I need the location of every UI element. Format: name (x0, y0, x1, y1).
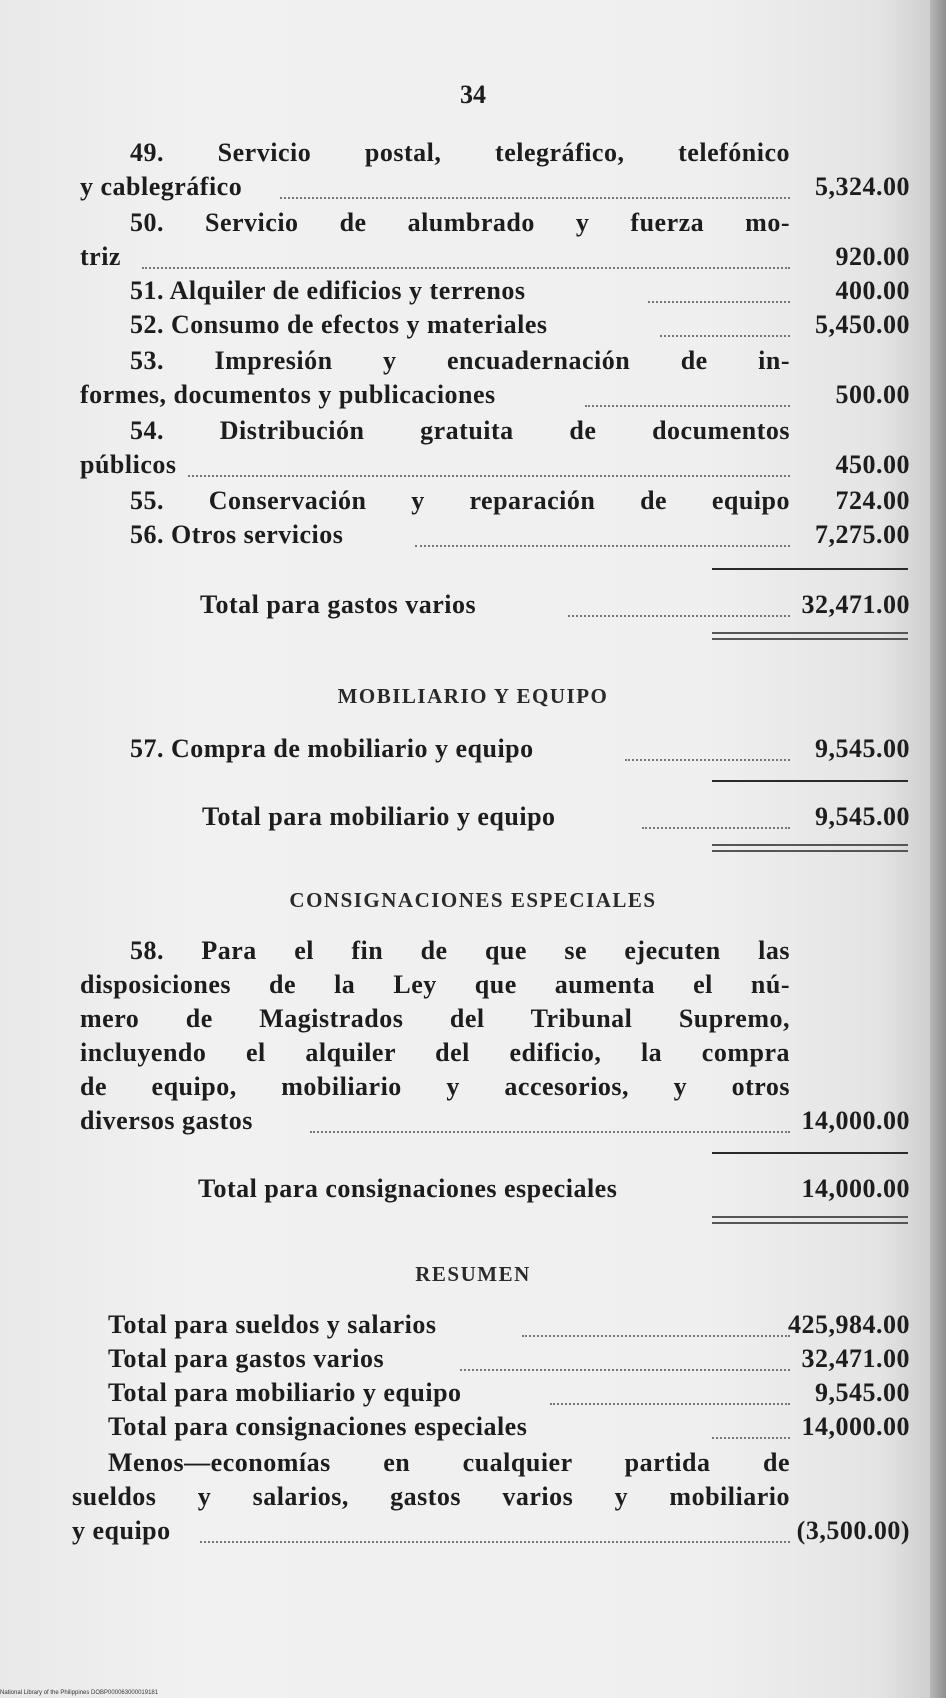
total-gastos-varios-amount: 32,471.00 (801, 590, 910, 619)
resumen-menos-line-2: sueldos y salarios, gastos varios y mobiliario (72, 1482, 790, 1511)
item-55-line: 55. Conservación y reparación de equipo 724.00 (130, 486, 910, 515)
resumen-gastos-amount: 32,471.00 (801, 1344, 910, 1373)
resumen-row-mobiliario: Total para mobiliario y equipo 9,545.00 (108, 1378, 910, 1407)
resumen-row-sueldos: Total para sueldos y salarios 425,984.00 (108, 1310, 910, 1339)
dot-leader (712, 1437, 790, 1439)
resumen-row-consignaciones: Total para consignaciones especiales 14,000.00 (108, 1412, 910, 1441)
section-heading-consignaciones: CONSIGNACIONES ESPECIALES (289, 888, 657, 912)
dot-leader (550, 1403, 790, 1405)
double-rule (712, 632, 908, 640)
book-spine-shadow (930, 0, 946, 1698)
item-58-line-4: incluyendo el alquiler del edificio, la compra (80, 1038, 790, 1067)
dot-leader (310, 1131, 790, 1133)
resumen-consignaciones-amount: 14,000.00 (801, 1412, 910, 1441)
item-49-line-1: 49. Servicio postal, telegráfico, telefónico (130, 138, 790, 167)
item-53-line-1: 53. Impresión y encuadernación de in- (130, 346, 790, 375)
item-52-amount: 5,450.00 (815, 310, 910, 339)
item-51-line: 51. Alquiler de edificios y terrenos 400.00 (130, 276, 910, 305)
total-mobiliario-amount: 9,545.00 (815, 802, 910, 831)
item-55-amount: 724.00 (835, 486, 910, 515)
total-gastos-varios: Total para gastos varios 32,471.00 (200, 590, 910, 619)
item-57-line: 57. Compra de mobiliario y equipo 9,545.00 (130, 734, 910, 763)
resumen-menos-line-1: Menos—economías en cualquier partida de (108, 1448, 790, 1477)
subtotal-rule (712, 780, 908, 782)
item-58-amount: 14,000.00 (801, 1106, 910, 1135)
item-58-line-3: mero de Magistrados del Tribunal Supremo, (80, 1004, 790, 1033)
item-53-amount: 500.00 (835, 380, 910, 409)
section-heading-resumen: RESUMEN (415, 1262, 531, 1286)
item-50-line-1: 50. Servicio de alumbrado y fuerza mo- (130, 208, 790, 237)
dot-leader (188, 475, 790, 477)
subtotal-rule (712, 1152, 908, 1154)
item-54-line-1: 54. Distribución gratuita de documentos (130, 416, 790, 445)
item-54-line-2: públicos 450.00 (80, 450, 910, 479)
dot-leader (460, 1369, 790, 1371)
item-52-line: 52. Consumo de efectos y materiales 5,450.00 (130, 310, 910, 339)
total-mobiliario: Total para mobiliario y equipo 9,545.00 (202, 802, 910, 831)
item-56-amount: 7,275.00 (815, 520, 910, 549)
page-number: 34 (460, 80, 486, 109)
dot-leader (200, 1541, 790, 1543)
resumen-menos-line-3: y equipo (3,500.00) (72, 1516, 910, 1545)
item-51-amount: 400.00 (835, 276, 910, 305)
dot-leader (522, 1335, 790, 1337)
item-54-amount: 450.00 (835, 450, 910, 479)
dot-leader (642, 827, 790, 829)
total-consignaciones-amount: 14,000.00 (801, 1174, 910, 1203)
item-50-amount: 920.00 (835, 242, 910, 271)
item-57-amount: 9,545.00 (815, 734, 910, 763)
dot-leader (280, 197, 790, 199)
item-49-amount: 5,324.00 (815, 172, 910, 201)
dot-leader (568, 615, 790, 617)
item-58-line-5: de equipo, mobiliario y accesorios, y otros (80, 1072, 790, 1101)
subtotal-rule (712, 568, 908, 570)
dot-leader (625, 759, 790, 761)
resumen-sueldos-amount: 425,984.00 (788, 1310, 910, 1339)
resumen-menos-amount: (3,500.00) (796, 1516, 910, 1545)
dot-leader (585, 405, 790, 407)
resumen-row-gastos: Total para gastos varios 32,471.00 (108, 1344, 910, 1373)
double-rule (712, 1216, 908, 1224)
total-consignaciones: Total para consignaciones especiales 14,000.00 (198, 1174, 910, 1203)
item-50-line-2: triz 920.00 (80, 242, 910, 271)
scan-footer: National Library of the Philippines DOBP000063000019181 (0, 1690, 159, 1696)
item-58-line-1: 58. Para el fin de que se ejecuten las (130, 936, 790, 965)
dot-leader (660, 335, 790, 337)
double-rule (712, 844, 908, 852)
resumen-mobiliario-amount: 9,545.00 (815, 1378, 910, 1407)
dot-leader (648, 301, 790, 303)
item-58-line-2: disposiciones de la Ley que aumenta el nú- (80, 970, 790, 999)
item-53-line-2: formes, documentos y publicaciones 500.00 (80, 380, 910, 409)
item-56-line: 56. Otros servicios 7,275.00 (130, 520, 910, 549)
item-49-line-2: y cablegráfico 5,324.00 (80, 172, 910, 201)
dot-leader (142, 267, 790, 269)
section-heading-mobiliario: MOBILIARIO Y EQUIPO (337, 684, 609, 708)
dot-leader (415, 545, 790, 547)
item-58-line-6: diversos gastos 14,000.00 (80, 1106, 910, 1135)
